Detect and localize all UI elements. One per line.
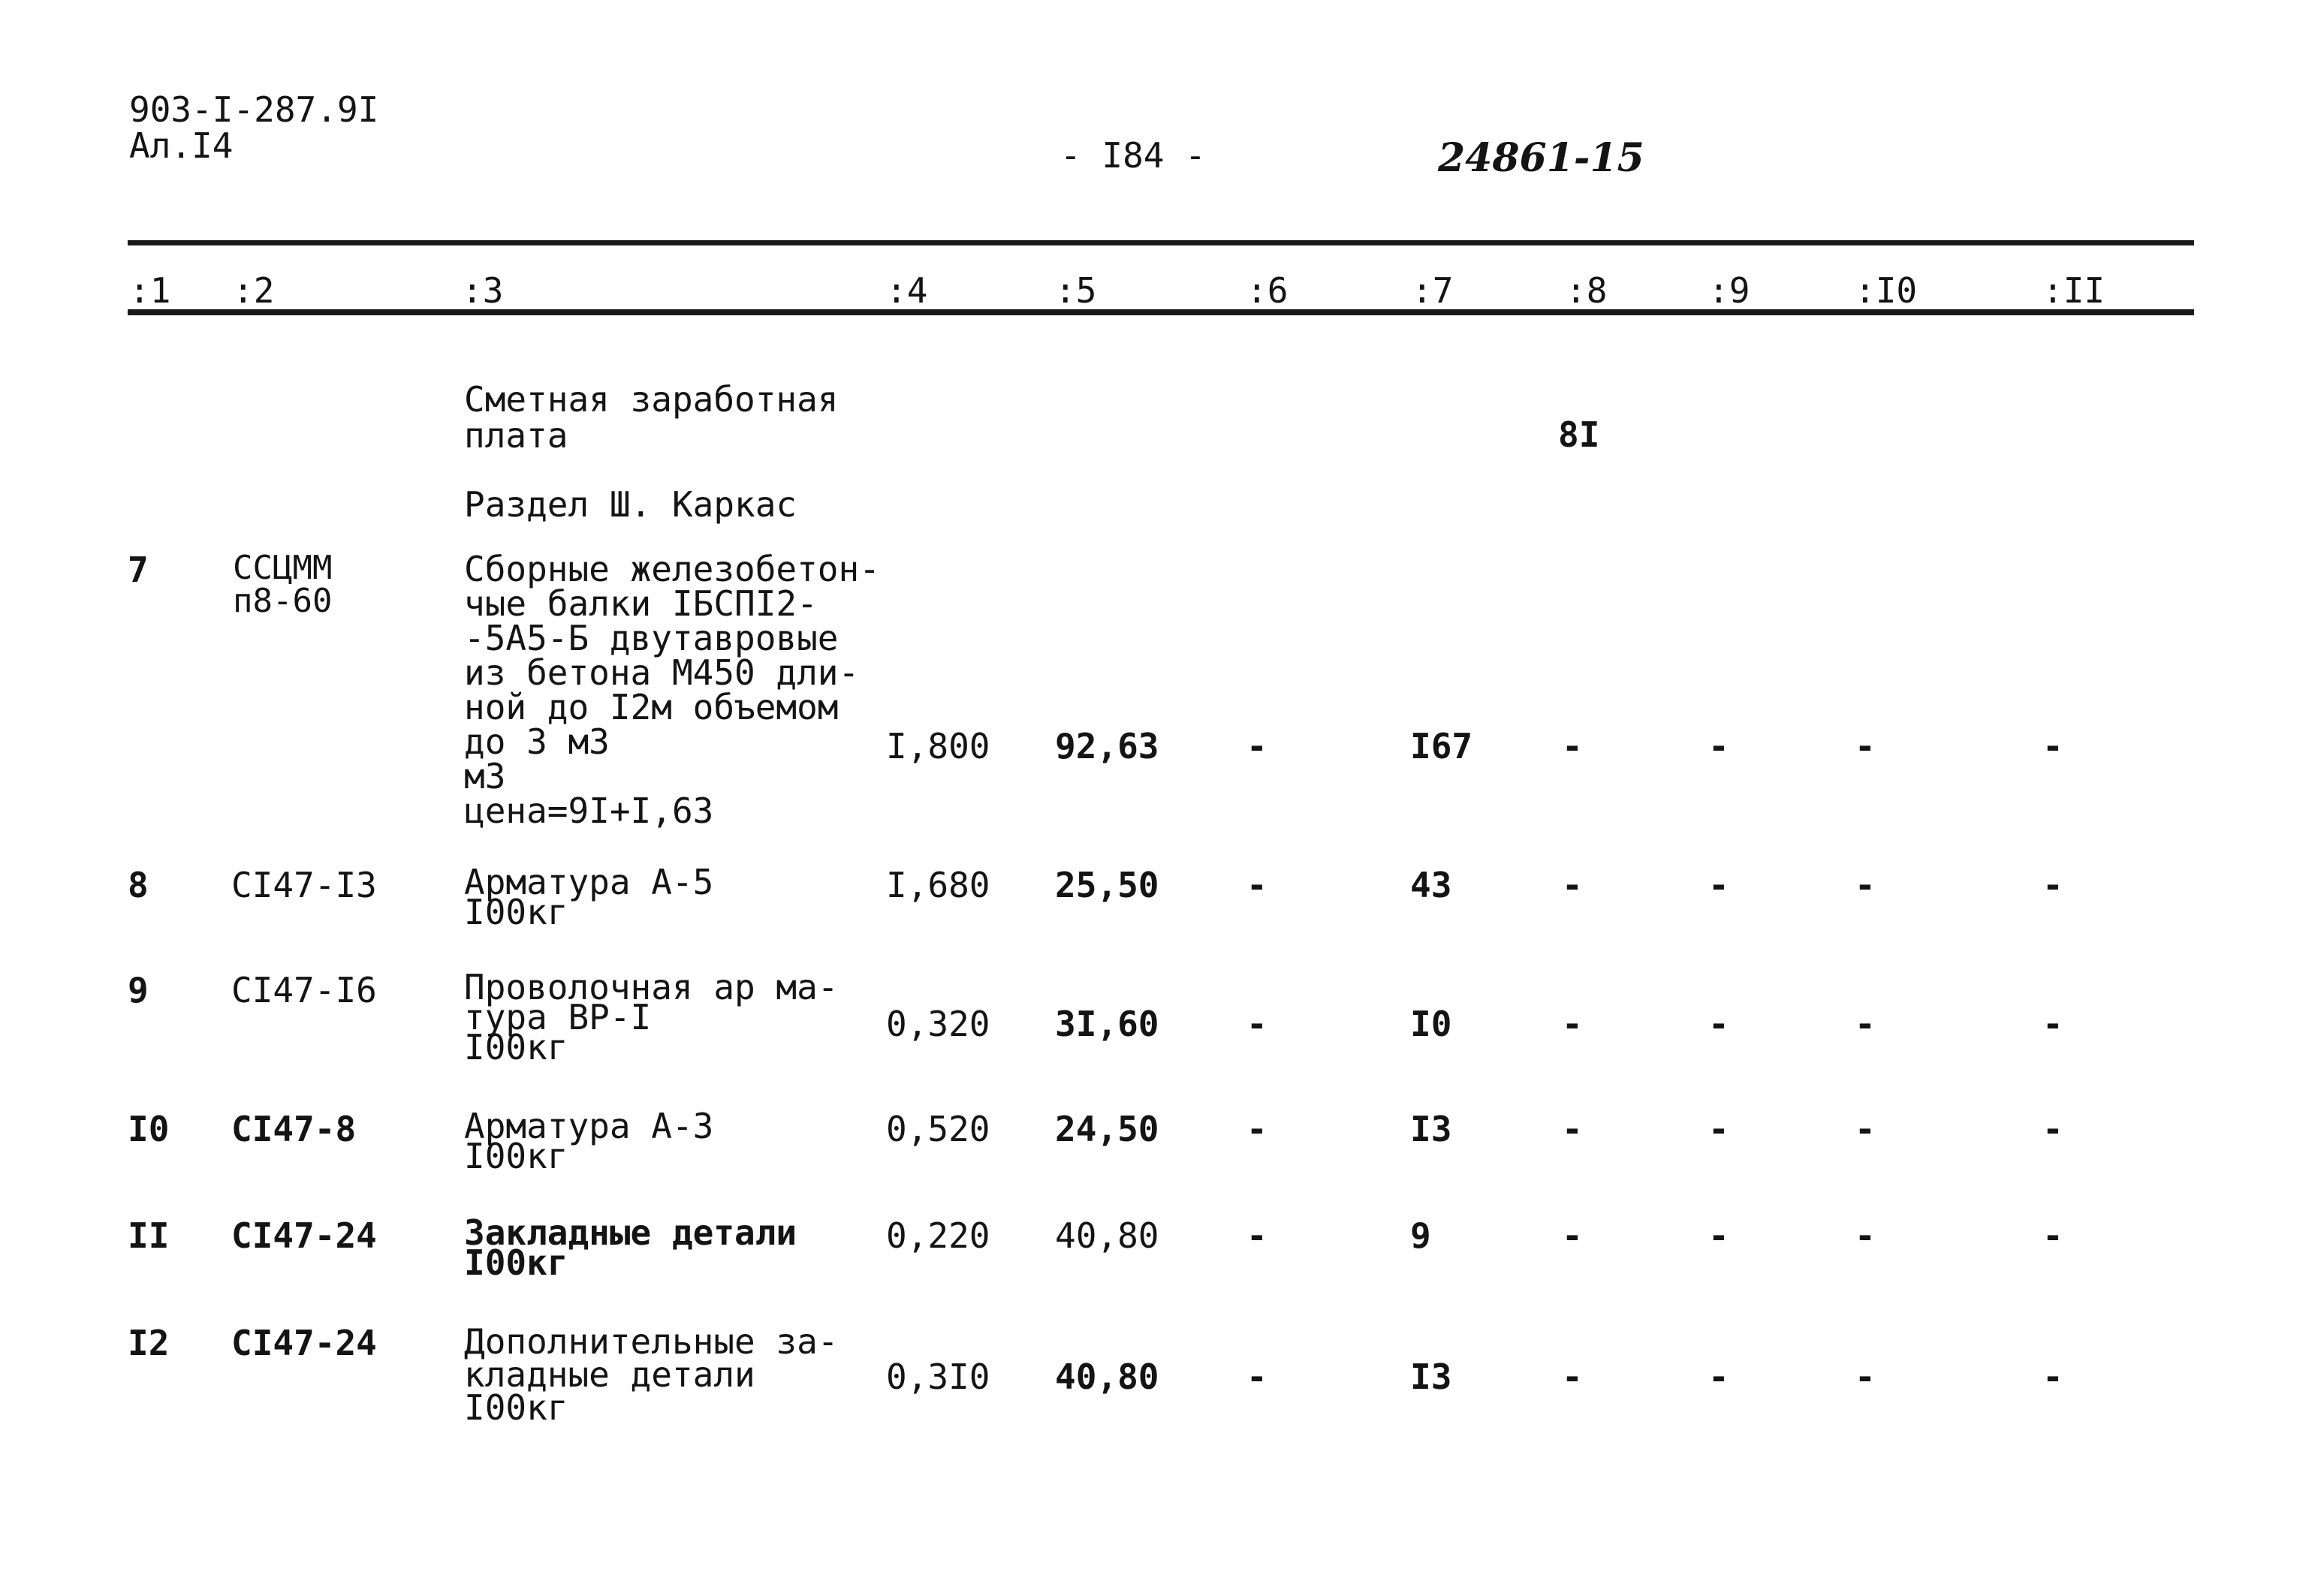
row-code: СI47-24 xyxy=(231,1323,377,1363)
row-col7: I0 xyxy=(1410,1004,1452,1044)
row-unit-price: 92,63 xyxy=(1055,726,1159,766)
row-col8: - xyxy=(1562,726,1583,766)
row-code: СI47-8 xyxy=(231,1109,357,1149)
row-col9: - xyxy=(1708,726,1729,766)
row-quantity: I,800 xyxy=(886,726,990,766)
column-header-1: :1 xyxy=(129,270,171,311)
row-col8: - xyxy=(1562,1109,1583,1149)
row-unit-price: 24,50 xyxy=(1055,1109,1159,1149)
row-col11: - xyxy=(2042,1215,2063,1256)
row-col6: - xyxy=(1246,1109,1268,1149)
row-col9: - xyxy=(1708,1004,1729,1044)
row-col7: 9 xyxy=(1410,1215,1431,1256)
document-code-line1: 903-I-287.9I xyxy=(129,89,379,130)
row-description: Проволочная ар ма- тура ВР-I I00кг xyxy=(464,967,839,1068)
document-code-line2: Ал.I4 xyxy=(129,125,234,166)
row-description: Сборные железобетон- чые балки IБСПI2- -5А5-Б двутавровые из бетона М450 дли- ной до I2м объемом до 3 м3 м3 цена=9I+I,63 xyxy=(464,549,880,831)
row-unit-price: 25,50 xyxy=(1055,865,1159,905)
row-col6: - xyxy=(1246,1004,1268,1044)
row-col8: - xyxy=(1562,1004,1583,1044)
row-col10: - xyxy=(1855,1004,1876,1044)
row-col6: - xyxy=(1246,726,1268,766)
row-col11: - xyxy=(2042,726,2063,766)
row-description: Арматура А-5 I00кг xyxy=(464,862,714,932)
row-col11: - xyxy=(2042,1004,2063,1044)
row-col9: - xyxy=(1708,865,1729,905)
row-col6: - xyxy=(1246,865,1268,905)
page-number: - I84 - xyxy=(1060,135,1206,176)
row-col10: - xyxy=(1855,865,1876,905)
row-col11: - xyxy=(2042,865,2063,905)
row-code: СI47-I6 xyxy=(231,970,377,1010)
wage-value: 8I xyxy=(1558,414,1600,455)
row-unit-price: 3I,60 xyxy=(1055,1004,1159,1044)
row-col9: - xyxy=(1708,1357,1729,1397)
column-header-10: :I0 xyxy=(1855,270,1918,311)
column-header-8: :8 xyxy=(1566,270,1608,311)
row-number: 9 xyxy=(128,970,149,1010)
row-quantity: 0,320 xyxy=(886,1004,990,1044)
wage-label: Сметная заработная плата xyxy=(464,379,839,456)
document-code xyxy=(129,89,379,166)
row-col8: - xyxy=(1562,1215,1583,1256)
row-col10: - xyxy=(1855,726,1876,766)
row-number: I0 xyxy=(128,1109,170,1149)
column-header-9: :9 xyxy=(1708,270,1750,311)
row-code: СI47-24 xyxy=(231,1215,377,1256)
row-number: 7 xyxy=(128,550,149,590)
row-number: II xyxy=(128,1215,170,1256)
row-quantity: 0,3I0 xyxy=(886,1357,990,1397)
row-col11: - xyxy=(2042,1109,2063,1149)
row-col6: - xyxy=(1246,1357,1268,1397)
row-col8: - xyxy=(1562,1357,1583,1397)
row-col7: 43 xyxy=(1410,865,1452,905)
row-unit-price: 40,80 xyxy=(1055,1357,1159,1397)
row-quantity: 0,220 xyxy=(886,1215,990,1256)
row-col10: - xyxy=(1855,1215,1876,1256)
row-quantity: I,680 xyxy=(886,865,990,905)
row-col6: - xyxy=(1246,1215,1268,1256)
row-unit-price: 40,80 xyxy=(1055,1215,1159,1256)
row-col10: - xyxy=(1855,1109,1876,1149)
row-col9: - xyxy=(1708,1215,1729,1256)
column-header-7: :7 xyxy=(1412,270,1454,311)
row-description: Арматура А-3 I00кг xyxy=(464,1106,714,1176)
row-col7: I67 xyxy=(1410,726,1473,766)
row-col10: - xyxy=(1855,1357,1876,1397)
row-description: Дополнительные за- кладные детали I00кг xyxy=(464,1321,839,1428)
column-header-11: :II xyxy=(2042,270,2106,311)
column-header-5: :5 xyxy=(1055,270,1097,311)
row-number: 8 xyxy=(128,865,149,905)
row-code: СI47-I3 xyxy=(231,865,377,905)
handwritten-number: 24861-15 xyxy=(1438,135,1644,181)
row-quantity: 0,520 xyxy=(886,1109,990,1149)
row-col8: - xyxy=(1562,865,1583,905)
row-col7: I3 xyxy=(1410,1357,1452,1397)
section-title: Раздел Ш. Каркас xyxy=(464,484,797,525)
column-header-6: :6 xyxy=(1246,270,1289,311)
row-number: I2 xyxy=(128,1323,170,1363)
row-col7: I3 xyxy=(1410,1109,1452,1149)
column-header-3: :3 xyxy=(462,270,504,311)
row-description: Закладные детали I00кг xyxy=(464,1212,797,1283)
row-col9: - xyxy=(1708,1109,1729,1149)
row-code: ССЦММ п8-60 xyxy=(233,549,333,620)
column-header-4: :4 xyxy=(886,270,928,311)
table-top-rule xyxy=(128,240,2194,245)
row-col11: - xyxy=(2042,1357,2063,1397)
column-header-2: :2 xyxy=(233,270,275,311)
